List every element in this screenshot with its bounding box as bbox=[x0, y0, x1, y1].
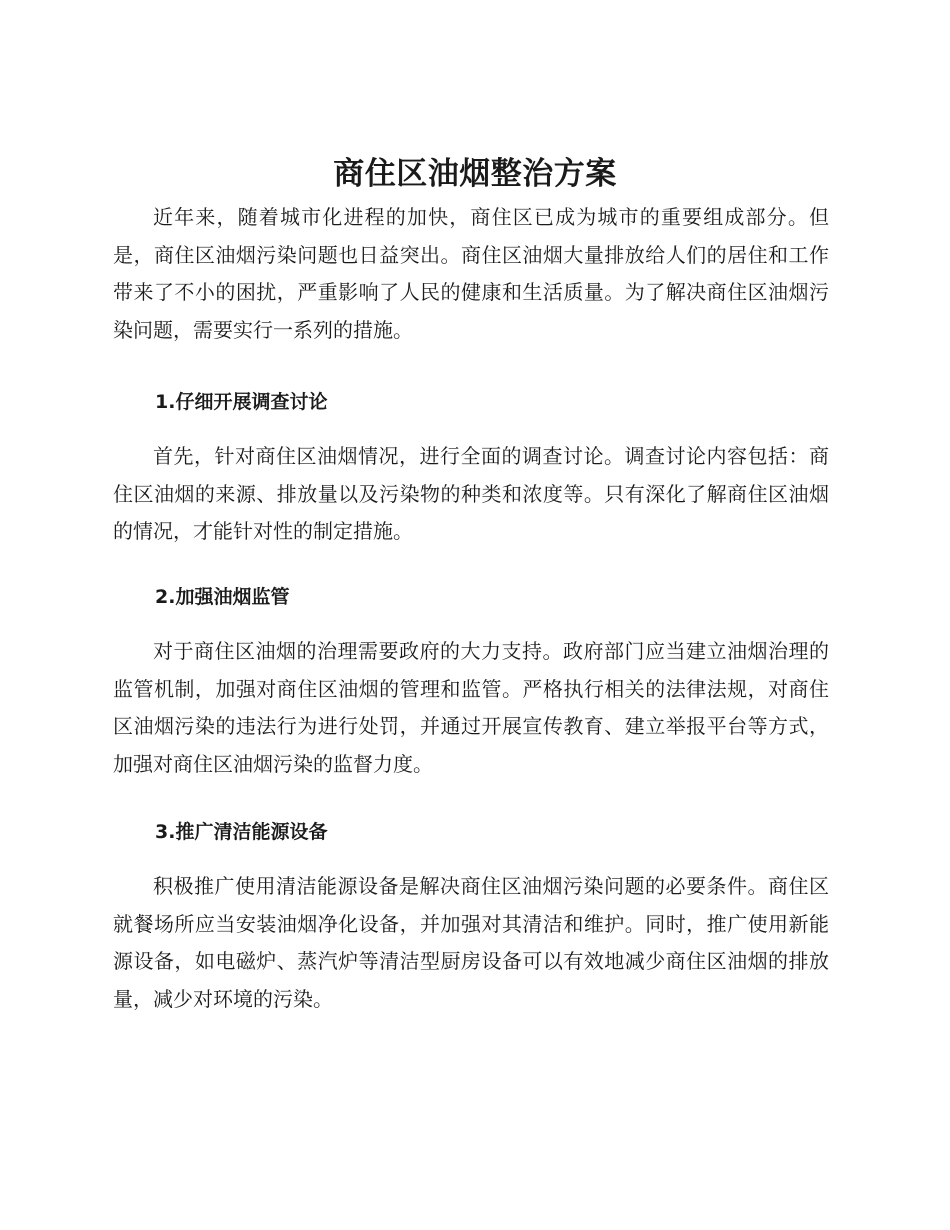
section-heading-3: 3.推广清洁能源设备 bbox=[155, 821, 328, 843]
section-body-3: 积极推广使用清洁能源设备是解决商住区油烟污染问题的必要条件。商住区就餐场所应当安装油烟净化设备，并加强对其清洁和维护。同时，推广使用新能源设备，如电磁炉、蒸汽炉等清洁型厨房设备可以有效地减少商住区油烟的排放量，减少对环境的污染。 bbox=[113, 874, 829, 1012]
section-heading-2: 2.加强油烟监管 bbox=[155, 586, 290, 608]
section-body-1: 首先，针对商住区油烟情况，进行全面的调查讨论。调查讨论内容包括：商住区油烟的来源、排放量以及污染物的种类和浓度等。只有深化了解商住区油烟的情况，才能针对性的制定措施。 bbox=[113, 444, 829, 544]
intro-paragraph: 近年来，随着城市化进程的加快，商住区已成为城市的重要组成部分。但是，商住区油烟污染问题也日益突出。商住区油烟大量排放给人们的居住和工作带来了不小的困扰，严重影响了人民的健康和生活质量。为了解决商住区油烟污染问题，需要实行一系列的措施。 bbox=[113, 205, 829, 343]
document-title: 商住区油烟整治方案 bbox=[333, 156, 617, 192]
section-body-2: 对于商住区油烟的治理需要政府的大力支持。政府部门应当建立油烟治理的监管机制，加强对商住区油烟的管理和监管。严格执行相关的法律法规，对商住区油烟污染的违法行为进行处罚，并通过开展宣传教育、建立举报平台等方式，加强对商住区油烟污染的监督力度。 bbox=[113, 639, 829, 777]
section-heading-1: 1.仔细开展调查讨论 bbox=[155, 391, 328, 413]
